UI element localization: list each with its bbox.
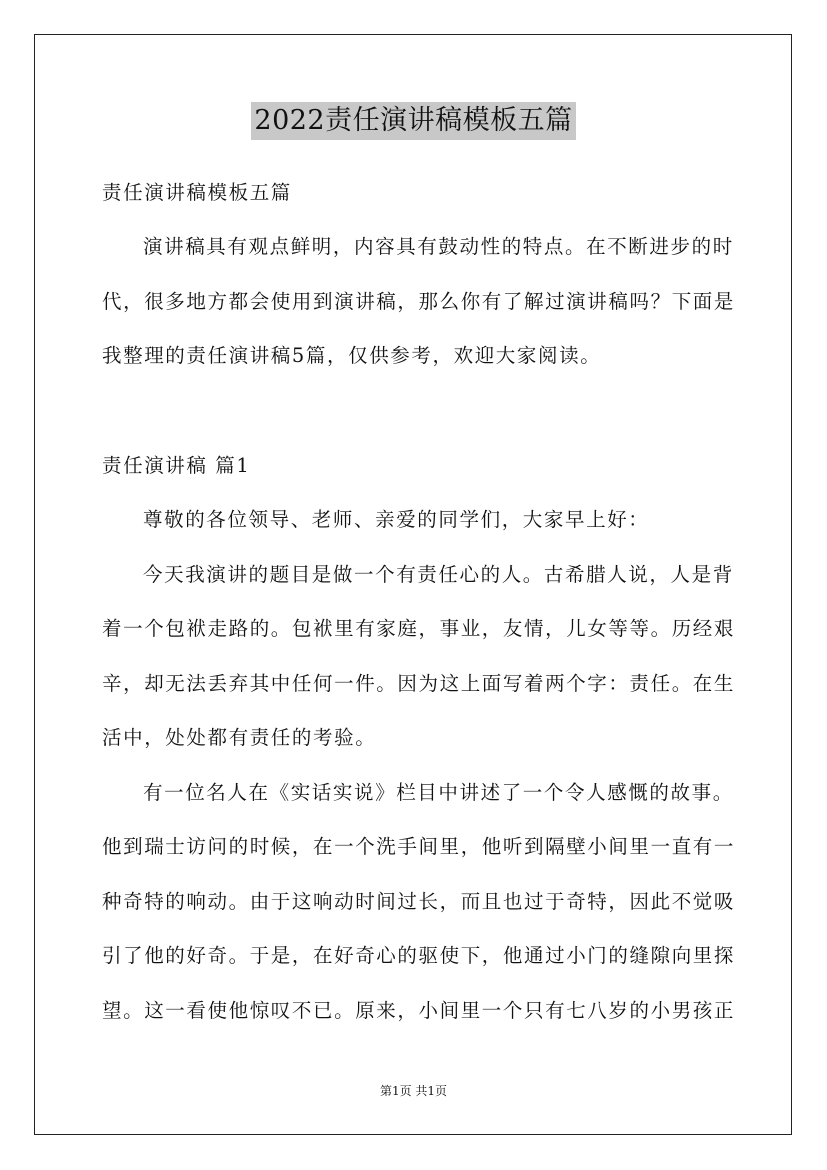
section-heading: 责任演讲稿 篇1 [102, 454, 251, 477]
paragraph-line: 辛，却无法丢弃其中任何一件。因为这上面写着两个字：责任。在生 [102, 672, 736, 695]
paragraph-line: 引了他的好奇。于是，在好奇心的驱使下，他通过小门的缝隙向里探 [102, 944, 736, 967]
page-number: 第1页 共1页 [379, 1084, 448, 1098]
document-title-container [0, 102, 827, 140]
paragraph-line: 有一位名人在《实话实说》栏目中讲述了一个令人感慨的故事。 [143, 781, 734, 804]
paragraph-line: 今天我演讲的题目是做一个有责任心的人。古希腊人说，人是背 [143, 563, 734, 586]
paragraph-line: 着一个包袱走路的。包袱里有家庭，事业，友情，儿女等等。历经艰 [102, 617, 736, 640]
greeting-line: 尊敬的各位领导、老师、亲爱的同学们，大家早上好： [143, 508, 650, 531]
intro-line: 我整理的责任演讲稿5篇，仅供参考，欢迎大家阅读。 [102, 344, 602, 367]
page-footer [0, 1082, 827, 1100]
paragraph-line: 种奇特的响动。由于这响动时间过长，而且也过于奇特，因此不觉吸 [102, 890, 736, 913]
intro-line: 代，很多地方都会使用到演讲稿，那么你有了解过演讲稿吗？下面是 [102, 290, 736, 313]
paragraph-line: 他到瑞士访问的时候，在一个洗手间里，他听到隔壁小间里一直有一 [102, 835, 736, 858]
intro-line: 演讲稿具有观点鲜明，内容具有鼓动性的特点。在不断进步的时 [143, 235, 734, 258]
paragraph-line: 望。这一看使他惊叹不已。原来，小间里一个只有七八岁的小男孩正 [102, 999, 736, 1022]
document-title: 2022责任演讲稿模板五篇 [251, 102, 575, 140]
document-subtitle: 责任演讲稿模板五篇 [102, 181, 292, 204]
paragraph-line: 活中，处处都有责任的考验。 [102, 726, 377, 749]
